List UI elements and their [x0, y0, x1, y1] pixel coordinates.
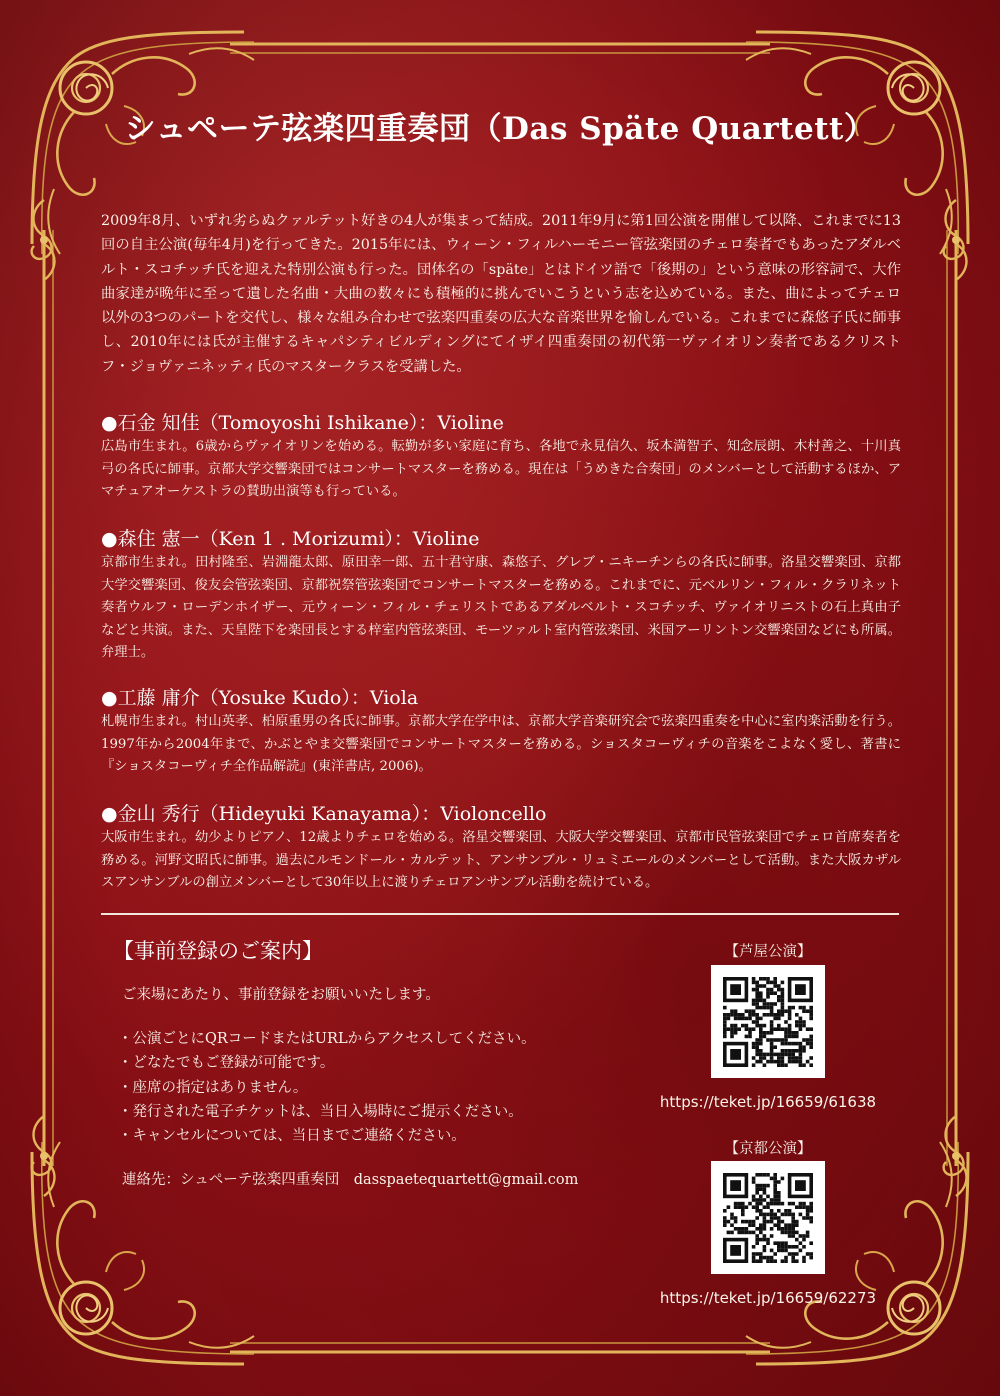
ticket-link-ashiya[interactable]: https://teket.jp/16659/61638: [659, 1093, 877, 1111]
registration-heading: 【事前登録のご案内】: [113, 939, 323, 963]
member-bio-kanayama: 大阪市生まれ。幼少よりピアノ、12歳よりチェロを始める。洛星交響楽団、大阪大学交響楽団、京都市民管弦楽団でチェロ首席奏者を務める。河野文昭氏に師事。過去にルモンドール・カルテット、アンサンブル・リュミエールのメンバーとして活動。また大阪カザルスアンサンブルの創立メンバーとして30年以上に渡りチェロアンサンブル活動を続けている。: [101, 830, 901, 890]
qr-code-ashiya[interactable]: [711, 965, 825, 1078]
qr-code-icon: [711, 1161, 825, 1274]
registration-note: ・キャンセルについては、当日までご連絡ください。: [118, 1128, 466, 1145]
registration-notes: [118, 1027, 536, 1148]
registration-note: ・公演ごとにQRコードまたはURLからアクセスしてください。: [118, 1031, 536, 1047]
registration-note: ・発行された電子チケットは、当日入場時にご提示ください。: [118, 1103, 523, 1120]
registration-note: ・座席の指定はありません。: [118, 1079, 308, 1096]
member-bio-kudo: 札幌市生まれ。村山英孝、柏原重男の各氏に師事。京都大学在学中は、京都大学音楽研究会で弦楽四重奏を中心に室内楽活動を行う。1997年から2004年まで、かぶとやま交響楽団でコンサートマスターを務める。ショスタコーヴィチの音楽をこよなく愛し、著書に『ショスタコーヴィチ全作品解読』(東洋書店, 2006)。: [101, 714, 901, 774]
section-divider: [101, 913, 899, 915]
page-title: シュペーテ弦楽四重奏団（Das Späte Quartett）: [124, 111, 876, 147]
member-bio-ishikane: 広島市生まれ。6歳からヴァイオリンを始める。転勤が多い家庭に育ち、各地で永見信久、坂本満智子、知念辰朗、木村善之、十川真弓の各氏に師事。京都大学交響楽団ではコンサートマスターを務める。現在は「うめきた合奏団」のメンバーとして活動するほか、アマチュアオーケストラの賛助出演等も行っている。: [101, 439, 901, 499]
registration-note: ・どなたでもご登録が可能です。: [118, 1055, 335, 1072]
group-introduction: 2009年8月、いずれ劣らぬクァルテット好きの4人が集まって結成。2011年9月に第1回公演を開催して以降、これまでに13回の自主公演(毎年4月)を行ってきた。2015年には、ウィーン・フィルハーモニー管弦楽団のチェロ奏者でもあったアダルベルト・スコチッチ氏を迎えた特別公演も行った。団体名の「späte」とはドイツ語で「後期の」という意味の形容詞で、大作曲家達が晩年に至って遺した名曲・大曲の数々にも積極的に挑んでいこうという志を込めている。また、曲によってチェロ以外の3つのパートを交代し、様々な組み合わせで弦楽四重奏の広大な音楽世界を愉しんでいる。これまでに森悠子氏に師事し、2010年には氏が主催するキャパシティビルディングにてイザイ四重奏団の初代第一ヴァイオリン奏者であるクリストフ・ジョヴァニネッティ氏のマスタークラスを受講した。: [101, 213, 901, 375]
member-name-kudo: ●工藤 庸介（Yosuke Kudo）：Viola: [101, 687, 419, 709]
contact-info: 連絡先：シュペーテ弦楽四重奏団 dasspaetequartett@gmail.com: [122, 1172, 579, 1188]
qr-code-icon: [711, 965, 825, 1078]
member-name-kanayama: ●金山 秀行（Hideyuki Kanayama）：Violoncello: [101, 803, 547, 825]
ticket-link-kyoto[interactable]: https://teket.jp/16659/62273: [659, 1289, 877, 1307]
member-bio-morizumi: 京都市生まれ。田村隆至、岩淵龍太郎、原田幸一郎、五十君守康、森悠子、グレブ・ニキーチンらの各氏に師事。洛星交響楽団、京都大学交響楽団、俊友会管弦楽団、京都祝祭管弦楽団でコンサートマスターを務める。これまでに、元ベルリン・フィル・クラリネット奏者ウルフ・ローデンホイザー、元ウィーン・フィル・チェリストであるアダルベルト・スコチッチ、ヴァイオリニストの石上真由子などと共演。また、天皇陛下を楽団長とする梓室内管弦楽団、モーツァルト室内管弦楽団、米国アーリントン交響楽団などにも所属。弁理士。: [101, 555, 901, 660]
qr-label-kyoto: 【京都公演】: [724, 1141, 812, 1157]
member-name-morizumi: ●森住 憲一（Ken 1 . Morizumi）：Violine: [101, 528, 480, 550]
member-name-ishikane: ●石金 知佳（Tomoyoshi Ishikane）：Violine: [101, 412, 504, 434]
registration-intro: ご来場にあたり、事前登録をお願いいたします。: [122, 987, 440, 1003]
qr-code-kyoto[interactable]: [711, 1161, 825, 1274]
qr-label-ashiya: 【芦屋公演】: [724, 944, 812, 960]
